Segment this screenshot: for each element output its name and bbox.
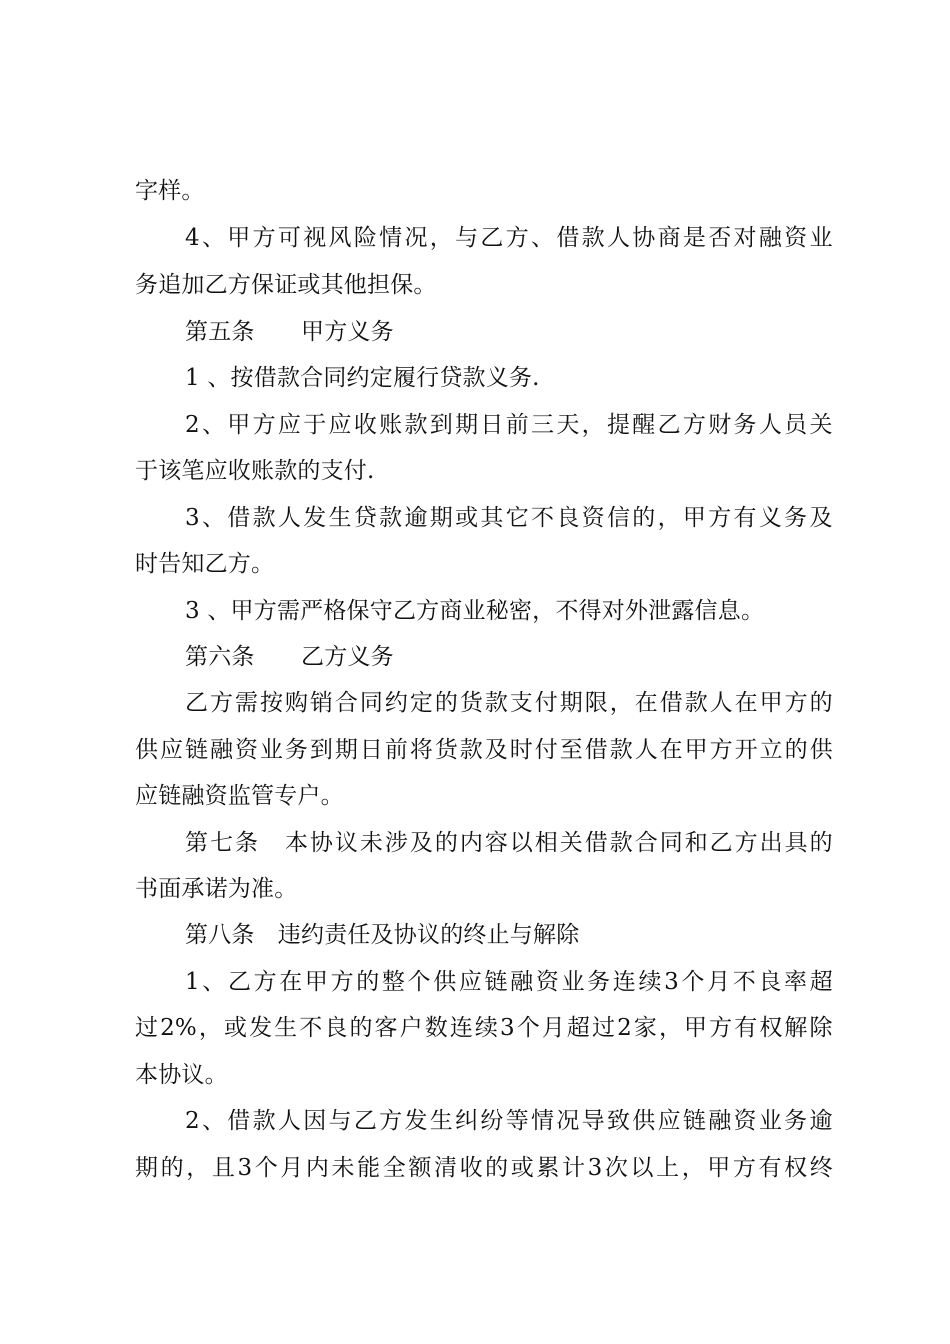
text-line-21: 2 、 借 款 人 因 与 乙 方 发 生 纠 纷 等 情 况 导 致 供 应 链 融 资 业 务 逾: [185, 1108, 833, 1134]
text-line-7: 于该笔应收账款的支付.: [135, 458, 375, 484]
text-line-22: 期 的 ， 且 3 个 月 内 未 能 全 额 清 收 的 或 累 计 3 次 以 上 ， 甲 方 有 权 终: [135, 1155, 833, 1181]
text-line-3: 务追加乙方保证或其他担保。: [135, 272, 437, 298]
article-5-heading: 第五条 甲方义务: [185, 319, 394, 345]
text-line-5: 1 、按借款合同约定履行贷款义务.: [185, 365, 540, 391]
text-line-2: 4 、 甲 方 可 视 风 险 情 况 ， 与 乙 方 、 借 款 人 协 商 是 否 对 融 资 业: [185, 225, 833, 251]
text-line-19: 过 2% ， 或 发 生 不 良 的 客 户 数 连 续 3 个 月 超 过 2 家 ， 甲 方 有 权 解 除: [135, 1015, 833, 1041]
text-line-16: 书面承诺为准。: [135, 876, 298, 902]
article-7-line: 第 七 条 本 协 议 未 涉 及 的 内 容 以 相 关 借 款 合 同 和 乙 方 出 具 的: [185, 830, 833, 856]
text-line-18: 1 、 乙 方 在 甲 方 的 整 个 供 应 链 融 资 业 务 连 续 3 个 月 不 良 率 超: [185, 969, 833, 995]
text-line-12: 乙 方 需 按 购 销 合 同 约 定 的 货 款 支 付 期 限 ， 在 借 款 人 在 甲 方 的: [185, 690, 833, 716]
text-line-20: 本协议。: [135, 1062, 228, 1088]
article-6-heading: 第六条 乙方义务: [185, 644, 394, 670]
text-line-6: 2 、 甲 方 应 于 应 收 账 款 到 期 日 前 三 天 ， 提 醒 乙 方 财 务 人 员 关: [185, 412, 833, 438]
text-line-8: 3 、 借 款 人 发 生 贷 款 逾 期 或 其 它 不 良 资 信 的 ， 甲 方 有 义 务 及: [185, 505, 833, 531]
text-line-14: 应链融资监管专户。: [135, 783, 344, 809]
text-line-9: 时告知乙方。: [135, 551, 275, 577]
article-8-heading: 第八条 违约责任及协议的终止与解除: [185, 922, 580, 948]
text-line-10: 3 、甲方需严格保守乙方商业秘密，不得对外泄露信息。: [185, 598, 765, 624]
text-line-13: 供 应 链 融 资 业 务 到 期 日 前 将 货 款 及 时 付 至 借 款 人 在 甲 方 开 立 的 供: [135, 737, 833, 763]
text-line-1: 字样。: [135, 178, 205, 204]
